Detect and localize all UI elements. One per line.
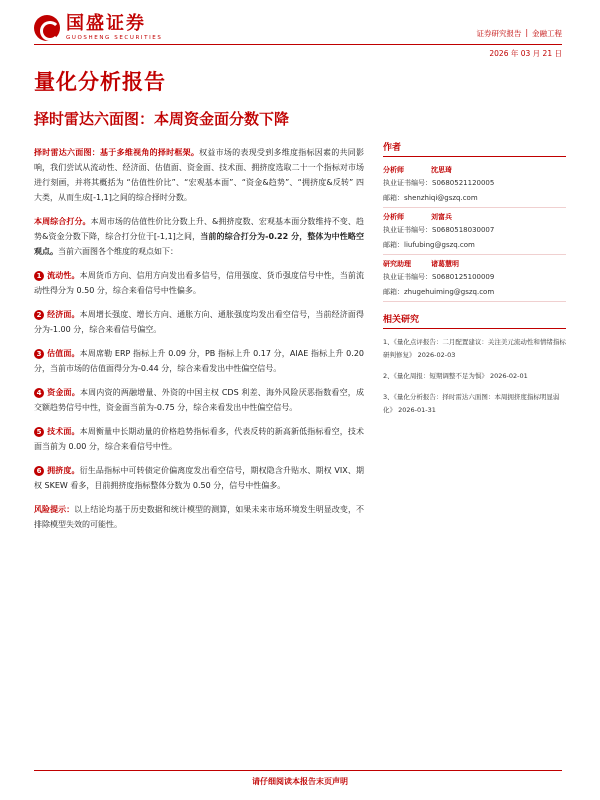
cert-label: 执业证书编号：	[383, 226, 432, 234]
dimension-text: 衍生品指标中可转债定价偏离度发出看空信号，期权隐含升贴水、期权 VIX、期权 SKEW 看多，目前拥挤度指标整体分数为 0.50 分，信号中性偏多。	[34, 466, 365, 490]
dimension-number-badge: 6	[34, 466, 44, 476]
cert-label: 执业证书编号：	[383, 179, 432, 187]
dimension-text: 本周货币方向、信用方向发出看多信号，信用强度、货币强度信号中性，当前流动性得分为 0.50 分，综合来看信号中性偏多。	[34, 271, 364, 295]
dimension-lead: 技术面。	[47, 427, 80, 436]
authors-heading: 作者	[383, 140, 566, 157]
dimension-number-badge: 5	[34, 427, 44, 437]
related-heading: 相关研究	[383, 312, 566, 329]
header-divider	[34, 44, 562, 45]
summary-text: 本周市场的估值性价比分数上升、&拥挤度数、宏观基本面分数维持不变、趋势&资金分数下降，综合打分位于[-1,1]之间，	[34, 217, 364, 241]
email-label: 邮箱：	[383, 194, 404, 202]
related-report-link[interactable]: 3、《量化分析报告：择时雷达六面图：本周拥挤度指标明显弱化》 2026-01-31	[383, 393, 560, 414]
category-separator: |	[525, 28, 528, 37]
report-date: 2026 年 03 月 21 日	[489, 49, 562, 58]
dimension-text: 本周内资的两融增量、外资的中国主权 CDS 利差、海外风险厌恶指数看空，成交额趋势信号中性，资金面当前为-0.75 分，综合来看发出中性偏空信号。	[34, 388, 364, 412]
dimension-number-badge: 1	[34, 271, 44, 281]
analyst-block	[383, 258, 566, 302]
analyst-name: 沈思琦	[431, 166, 452, 174]
dimension-text: 本周衡量中长期动量的价格趋势指标看多，代表反转的新高新低指标看空，技术面当前为 0.00 分，综合来看信号中性。	[34, 427, 364, 451]
dimension-number-badge: 2	[34, 310, 44, 320]
analyst-block	[383, 164, 566, 208]
intro-paragraph	[34, 145, 364, 205]
analyst-block	[383, 211, 566, 255]
cert-number: S0680521120005	[432, 179, 495, 187]
risk-text: 以上结论均基于历史数据和统计模型的测算，如果未来市场环境发生明显改变，不排除模型失效的可能性。	[34, 505, 364, 529]
report-type: 量化分析报告	[34, 70, 166, 94]
subcategory-label: 金融工程	[532, 29, 562, 38]
dimension-item	[34, 424, 364, 454]
company-name-cn: 国盛证券	[66, 13, 146, 34]
intro-text: 权益市场的表现受到多维度指标因素的共同影响，我们尝试从流动性、经济面、估值面、资金面、技术面、拥挤度选取二十一个指标对市场进行刻画，并将其概括为 “估值性价比”、“宏观基本面”、“资金&趋势”、“拥挤度&反转” 四大类，从而生成[-1,1]之间的综合择时分数。	[34, 148, 365, 202]
dimension-lead: 经济面。	[47, 310, 80, 319]
dimension-item	[34, 346, 364, 376]
related-report-link[interactable]: 1、《量化点评报告：二月配置建议：关注美元流动性和情绪指标研判修复》 2026-02-03	[383, 338, 566, 359]
company-logo-icon	[34, 15, 60, 41]
report-title: 择时雷达六面图：本周资金面分数下降	[34, 110, 290, 128]
summary-score: 当前的综合打分为-0.22 分，整体为中性略空观点。	[34, 232, 364, 256]
cert-label: 执业证书编号：	[383, 273, 432, 281]
company-name-en: GUOSHENG SECURITIES	[66, 35, 163, 41]
analyst-name: 诸葛慧明	[431, 260, 459, 268]
related-report-link[interactable]: 2、《量化周报：短期调整不足为惧》 2026-02-01	[383, 372, 528, 380]
analyst-email[interactable]: shenzhiqi@gszq.com	[404, 194, 478, 202]
analyst-role: 分析师	[383, 213, 404, 221]
dimension-lead: 估值面。	[47, 349, 80, 358]
dimension-number-badge: 4	[34, 388, 44, 398]
analyst-email[interactable]: zhugehuiming@gszq.com	[404, 288, 495, 296]
summary-lead: 本周综合打分。	[34, 217, 91, 226]
dimension-lead: 流动性。	[47, 271, 80, 280]
report-body	[34, 145, 364, 541]
summary-paragraph	[34, 214, 364, 259]
footer-divider	[34, 770, 562, 771]
intro-lead: 择时雷达六面图：基于多维视角的择时框架。	[34, 148, 200, 157]
cert-number: S0680125100009	[432, 273, 495, 281]
email-label: 邮箱：	[383, 288, 404, 296]
cert-number: S0680518030007	[432, 226, 495, 234]
dimension-number-badge: 3	[34, 349, 44, 359]
company-logo	[34, 14, 162, 42]
summary-text-end: 当前六面图各个维度的观点如下：	[58, 247, 178, 256]
dimension-item	[34, 307, 364, 337]
dimension-item	[34, 385, 364, 415]
risk-paragraph	[34, 502, 364, 532]
footer-disclaimer: 请仔细阅读本报告末页声明	[252, 777, 348, 786]
dimension-text: 本周席勒 ERP 指标上升 0.09 分，PB 指标上升 0.17 分，AIAE 指标上升 0.20 分，当前市场的估值面得分为-0.44 分，综合来看发出中性偏空信号。	[34, 349, 364, 373]
category-label: 证券研究报告	[476, 29, 522, 38]
analyst-name: 刘富兵	[431, 213, 452, 221]
dimension-text: 本周增长强度、增长方向、通胀方向、通胀强度均发出看空信号，当前经济面得分为-1.00 分，综合来看信号偏空。	[34, 310, 364, 334]
analyst-email[interactable]: liufubing@gszq.com	[404, 241, 475, 249]
risk-lead: 风险提示：	[34, 505, 75, 514]
dimension-item	[34, 268, 364, 298]
dimension-lead: 拥挤度。	[47, 466, 80, 475]
dimension-lead: 资金面。	[47, 388, 80, 397]
analyst-role: 研究助理	[383, 260, 411, 268]
sidebar	[383, 140, 566, 425]
report-category	[476, 28, 562, 39]
email-label: 邮箱：	[383, 241, 404, 249]
analyst-role: 分析师	[383, 166, 404, 174]
dimension-item	[34, 463, 364, 493]
